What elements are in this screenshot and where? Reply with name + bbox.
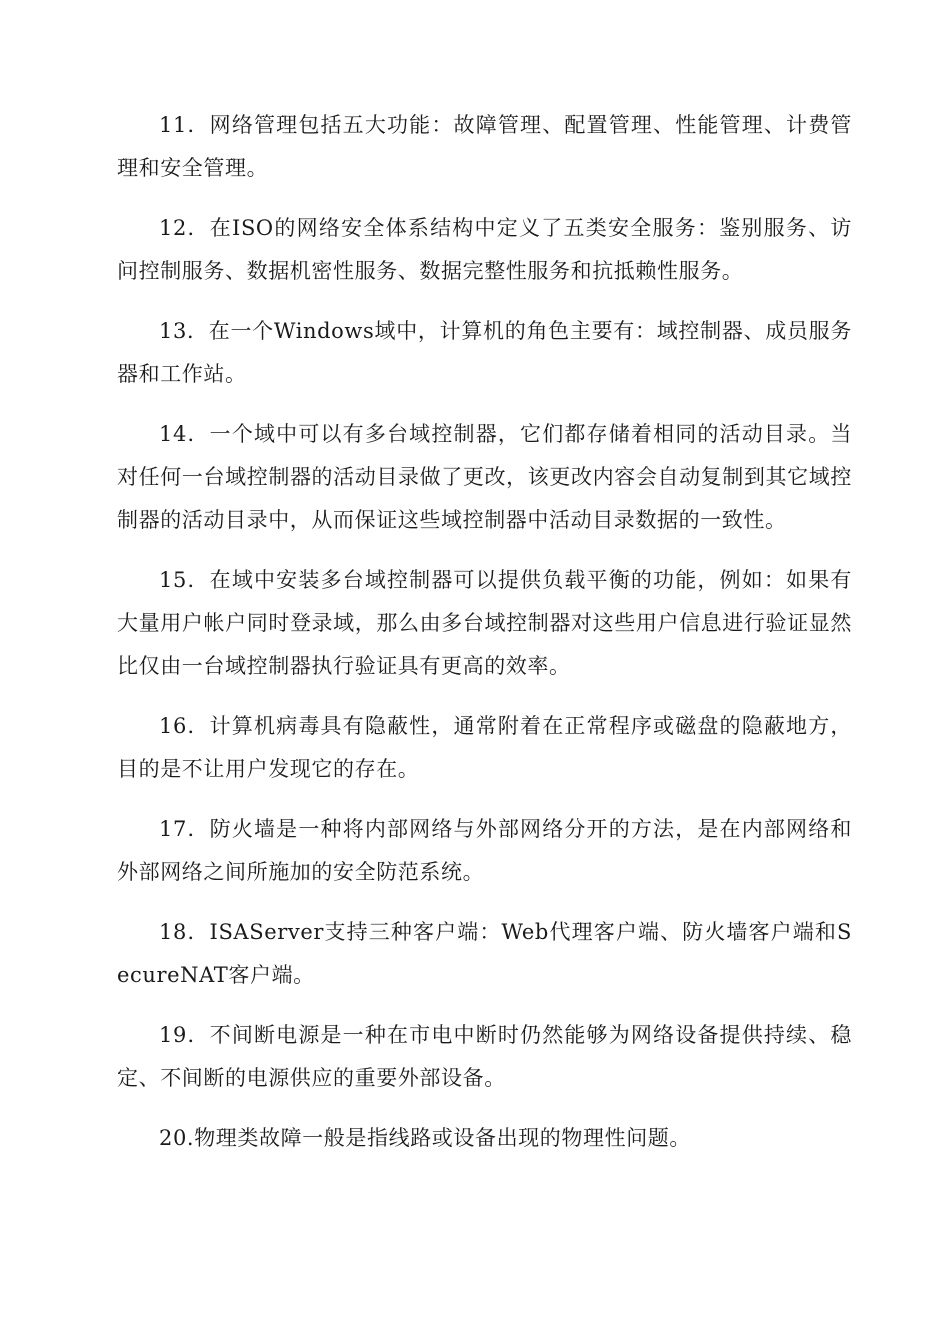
paragraph-16: 16．计算机病毒具有隐蔽性，通常附着在正常程序或磁盘的隐蔽地方，目的是不让用户发现它的存在。 — [117, 714, 852, 781]
paragraph-17: 17．防火墙是一种将内部网络与外部网络分开的方法，是在内部网络和外部网络之间所施加的安全防范系统。 — [117, 817, 852, 884]
paragraph-20: 20.物理类故障一般是指线路或设备出现的物理性问题。 — [159, 1126, 691, 1150]
paragraph-13: 13．在一个Windows域中，计算机的角色主要有：域控制器、成员服务器和工作站。 — [117, 319, 852, 386]
paragraph-11: 11．网络管理包括五大功能：故障管理、配置管理、性能管理、计费管理和安全管理。 — [117, 113, 852, 180]
paragraph-15: 15．在域中安装多台域控制器可以提供负载平衡的功能，例如：如果有大量用户帐户同时登录域，那么由多台域控制器对这些用户信息进行验证显然比仅由一台域控制器执行验证具有更高的效率。 — [117, 568, 852, 678]
paragraph-12: 12．在ISO的网络安全体系结构中定义了五类安全服务：鉴别服务、访问控制服务、数据机密性服务、数据完整性服务和抗抵赖性服务。 — [117, 216, 852, 283]
document-body — [117, 104, 852, 1177]
paragraph-18: 18．ISAServer支持三种客户端：Web代理客户端、防火墙客户端和SecureNAT客户端。 — [117, 920, 852, 987]
paragraph-14: 14．一个域中可以有多台域控制器，它们都存储着相同的活动目录。当对任何一台域控制器的活动目录做了更改，该更改内容会自动复制到其它域控制器的活动目录中，从而保证这些域控制器中活动目录数据的一致性。 — [117, 422, 852, 532]
paragraph-19: 19．不间断电源是一种在市电中断时仍然能够为网络设备提供持续、稳定、不间断的电源供应的重要外部设备。 — [117, 1023, 852, 1090]
